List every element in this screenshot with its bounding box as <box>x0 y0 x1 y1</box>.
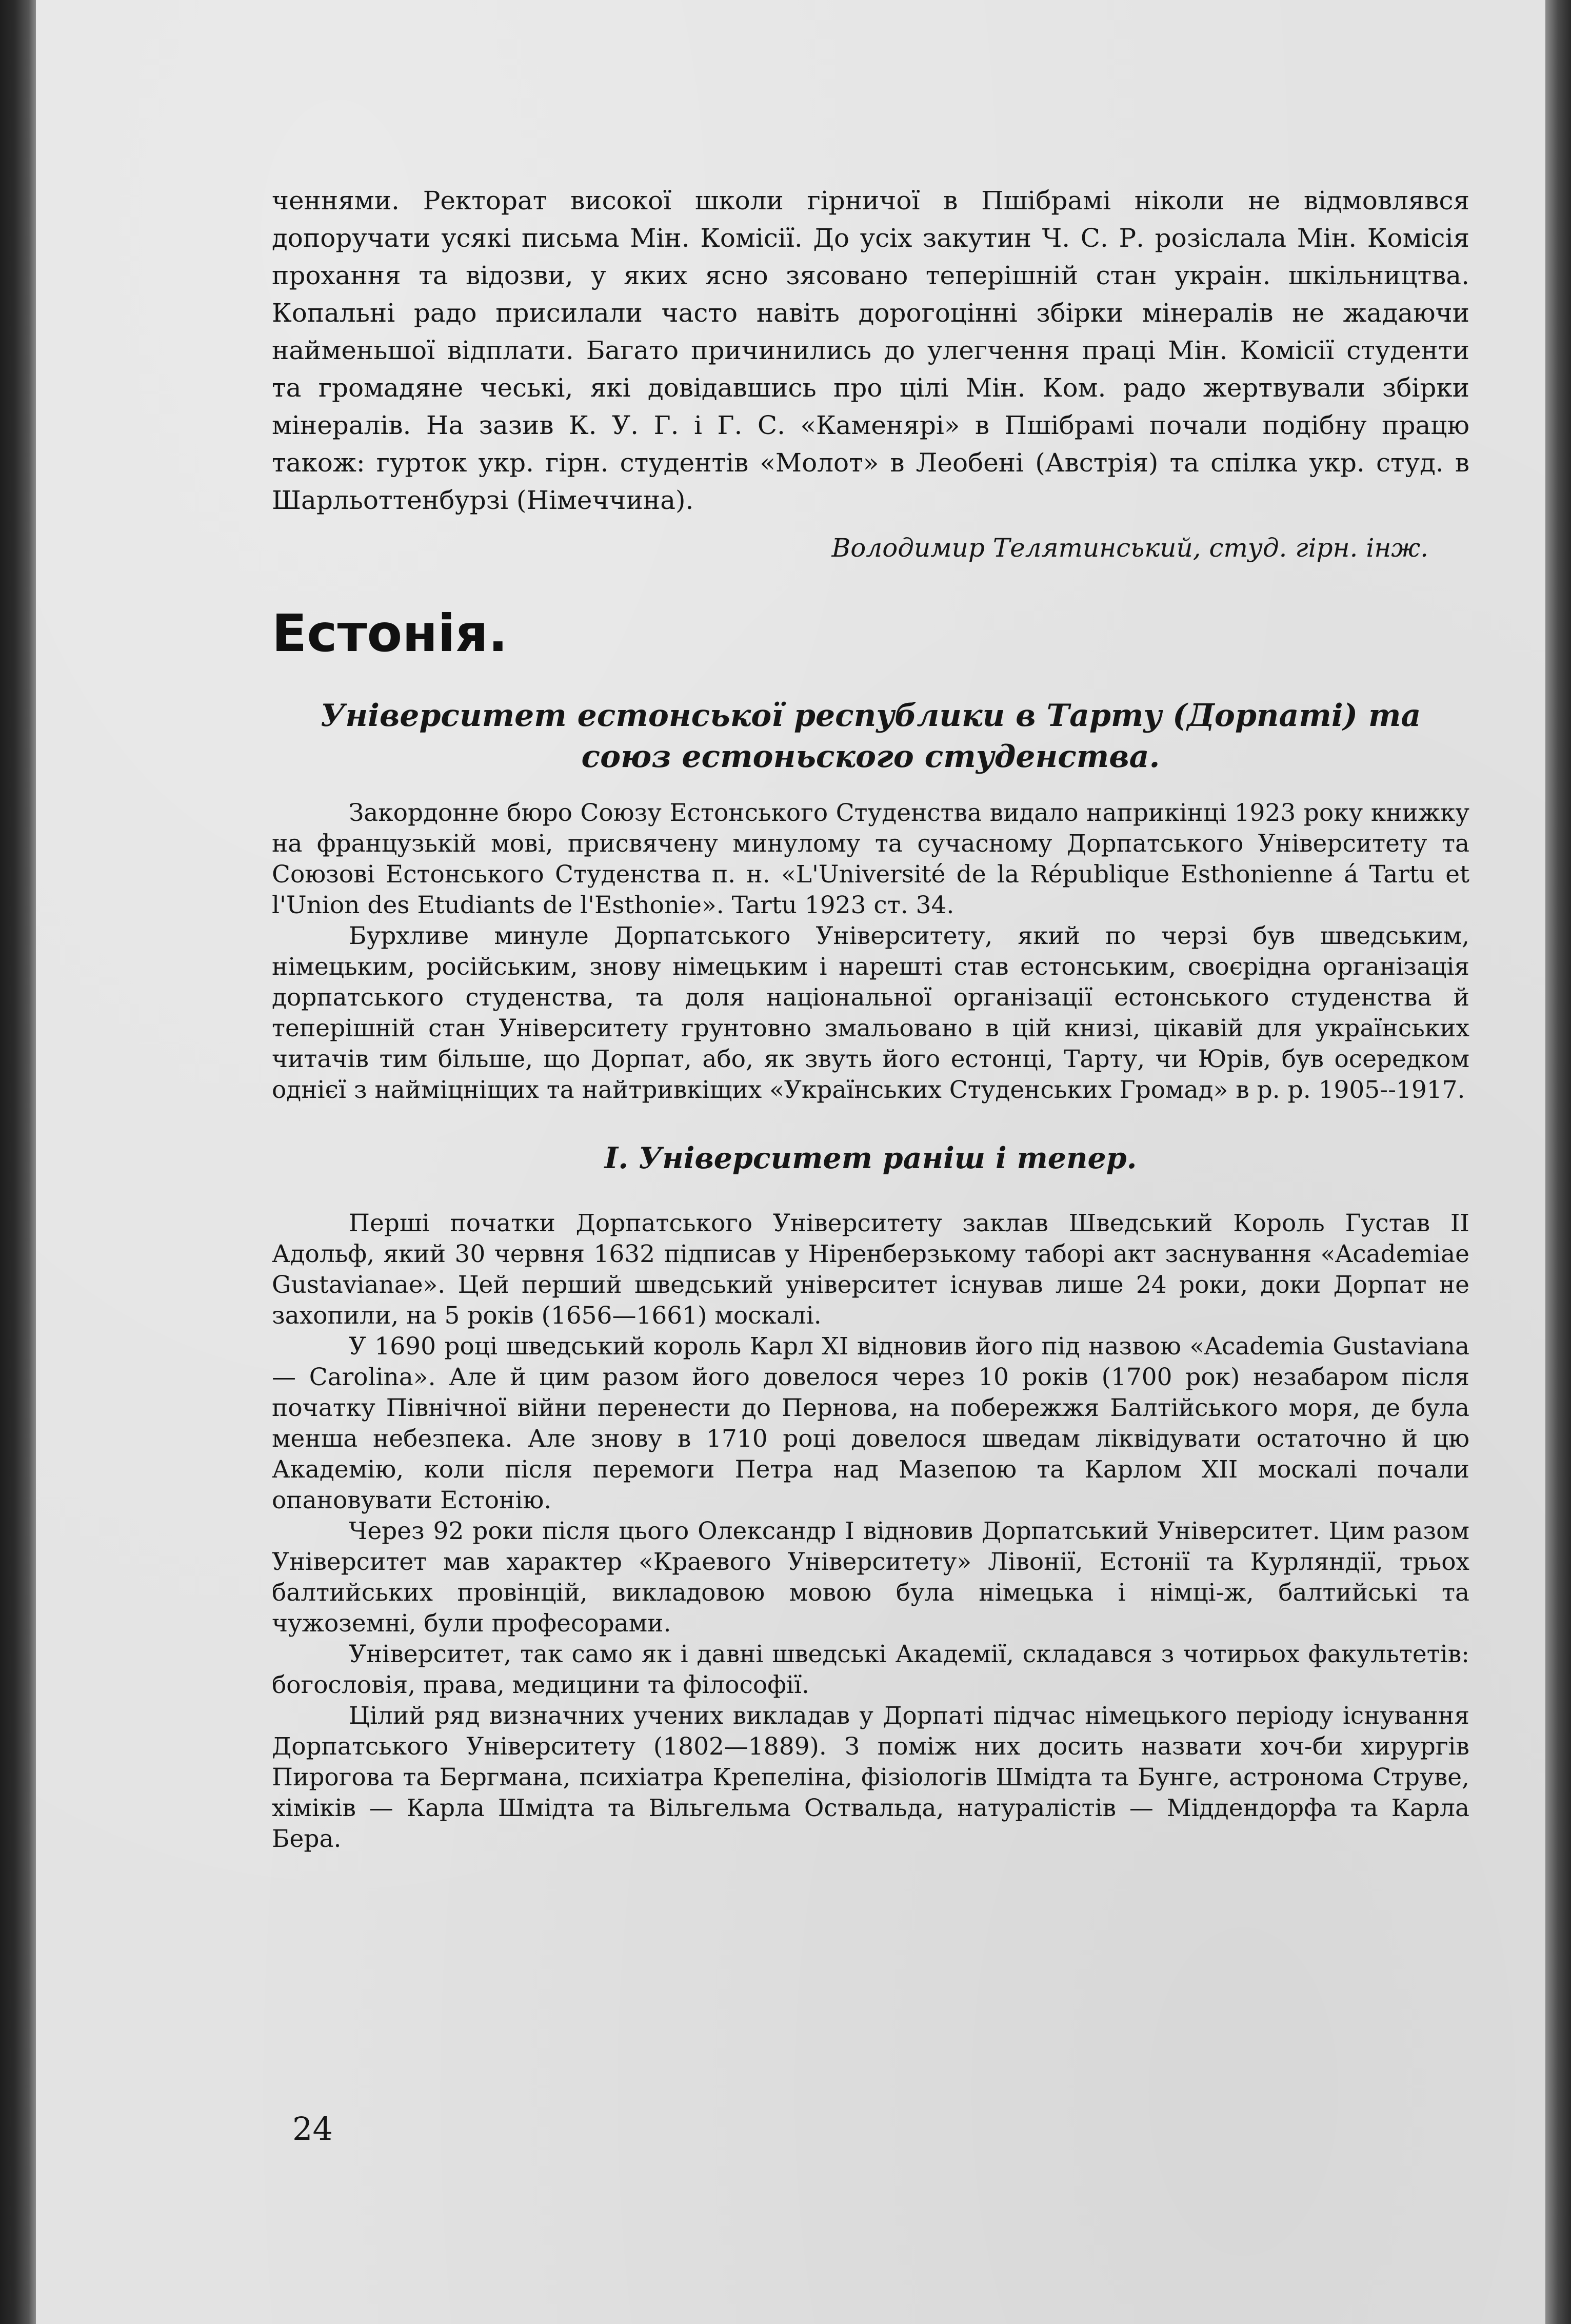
chapter-paragraph-4: Університет, так само як і давні шведські Академії, складався з чотирьох факультетів: богословія, права, медицини та філософії. <box>272 1640 1469 1699</box>
book-edge-shadow <box>1545 0 1571 2324</box>
page-number: 24 <box>292 2110 333 2148</box>
continued-paragraph: ченнями. Ректорат високої школи гірничої в Пшібрамі ніколи не відмовлявся допоручати усякі письма Мін. Комісії. До усіх закутин Ч. С. Р. розіслала Мін. Комісія прохання та відозви, у яких ясно зясовано теперішній стан украін. шкільництва. Копальні радо присилали часто навіть дорогоцінні збірки мінералів не жадаючи найменьшої відплати. Багато причинились до улегчення праці Мін. Комісії студенти та громадяне чеські, які довідавшись про цілі Мін. Ком. радо жертвували збірки мінералів. На зазив К. У. Г. і Г. С. «Каменярі» в Пшібрамі почали подібну працю також: гурток укр. гірн. студентів «Молот» в Леобені (Австрія) та спілка укр. студ. в Шарльоттенбурзі (Німеччина). <box>272 186 1469 515</box>
intro-paragraph-1: Закордонне бюро Союзу Естонського Студенства видало наприкінці 1923 року книжку на французькій мові, присвячену минулому та сучасному Дорпатського Університету та Союзові Естонського Студенства п. н. «L'Université de la République Esthonienne á Tartu et l'Union des Etudiants de l'Esthonie». Tartu 1923 ст. 34. <box>272 799 1469 919</box>
article-title: Університет естонської республики в Тарту (Дорпаті) та союз естоньского студенства. <box>320 698 1421 775</box>
page-content <box>272 182 1469 1855</box>
book-spine-shadow <box>0 0 36 2324</box>
section-heading-estonia: Естонія. <box>272 603 508 663</box>
chapter-paragraph-3: Через 92 роки після цього Олександр I відновив Дорпатський Університет. Цим разом Університет мав характер «Краевого Університету» Лівонії, Естонії та Курляндії, трьох балтийських провінцій, викладовою мовою була німецька і німці-ж, балтийські та чужоземні, були професорами. <box>272 1517 1469 1638</box>
chapter-title: І. Університет раніш і тепер. <box>604 1141 1137 1175</box>
chapter-paragraph-2: У 1690 році шведський король Карл XI відновив його під назвою «Academia Gustaviana — Carolina». Але й цим разом його довелося через 10 років (1700 рок) незабаром після початку Північної війни перенести до Пернова, на побережжя Балтійського моря, де була менша небезпека. Але знову в 1710 році довелося шведам ліквідувати остаточно й цю Академію, коли після перемоги Петра над Мазепою та Карлом XII москалі почали опановувати Естонію. <box>272 1332 1469 1514</box>
author-signature: Володимир Телятинський, студ. гірн. інж. <box>831 533 1428 563</box>
chapter-paragraph-1: Перші початки Дорпатського Університету заклав Шведський Король Густав II Адольф, який 30 червня 1632 підписав у Ніренберзькому таборі акт заснування «Academiae Gustavianae». Цей перший шведський університет існував лише 24 роки, доки Дорпат не захопили, на 5 років (1656—1661) москалі. <box>272 1209 1469 1330</box>
chapter-paragraph-5: Цілий ряд визначних учених викладав у Дорпаті підчас німецького періоду існування Дорпатського Університету (1802—1889). З поміж них досить назвати хоч-би хирургів Пирогова та Бергмана, психіатра Крепеліна, фізіологів Шмідта та Бунге, астронома Струве, хіміків — Карла Шмідта та Вільгельма Оствальда, натуралістів — Міддендорфа та Карла Бера. <box>272 1702 1469 1853</box>
article-body <box>272 798 1469 1855</box>
intro-paragraph-2: Бурхливе минуле Дорпатського Університету, який по черзі був шведським, німецьким, російським, знову німецьким і нарешті став естонським, своєрідна організація дорпатського студенства, та доля національної організації естонського студенства й теперішній стан Університету грунтовно змальовано в цій книзі, цікавій для українських читачів тим більше, що Дорпат, або, як звуть його естонці, Тарту, чи Юрів, був осередком однієї з найміцніщих та найтривкіщих «Українських Студенських Громад» в р. р. 1905--1917. <box>272 922 1469 1104</box>
